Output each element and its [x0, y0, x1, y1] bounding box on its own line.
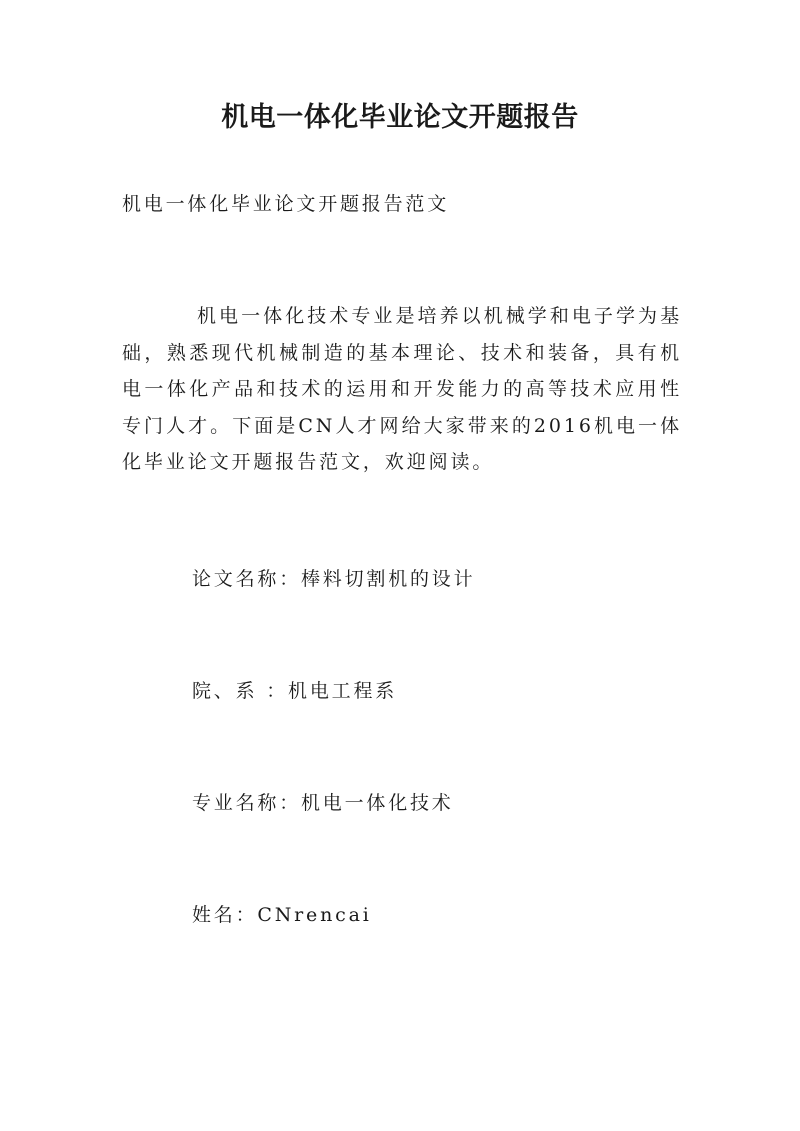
author-name-line: 姓名：CNrencai: [192, 904, 372, 926]
department-line: 院、系 ：机电工程系: [192, 680, 398, 702]
document-subtitle: 机电一体化毕业论文开题报告范文: [122, 193, 450, 215]
intro-paragraph: 机电一体化技术专业是培养以机械学和电子学为基础，熟悉现代机械制造的基本理论、技术和装备，具有机电一体化产品和技术的运用和开发能力的高等技术应用性专门人才。下面是CN人才网给大家带来的2016机电一体化毕业论文开题报告范文，欢迎阅读。: [122, 305, 682, 473]
major-line: 专业名称：机电一体化技术: [192, 792, 454, 814]
document-title: 机电一体化毕业论文开题报告: [221, 102, 579, 133]
thesis-name-line: 论文名称：棒料切割机的设计: [192, 568, 476, 590]
